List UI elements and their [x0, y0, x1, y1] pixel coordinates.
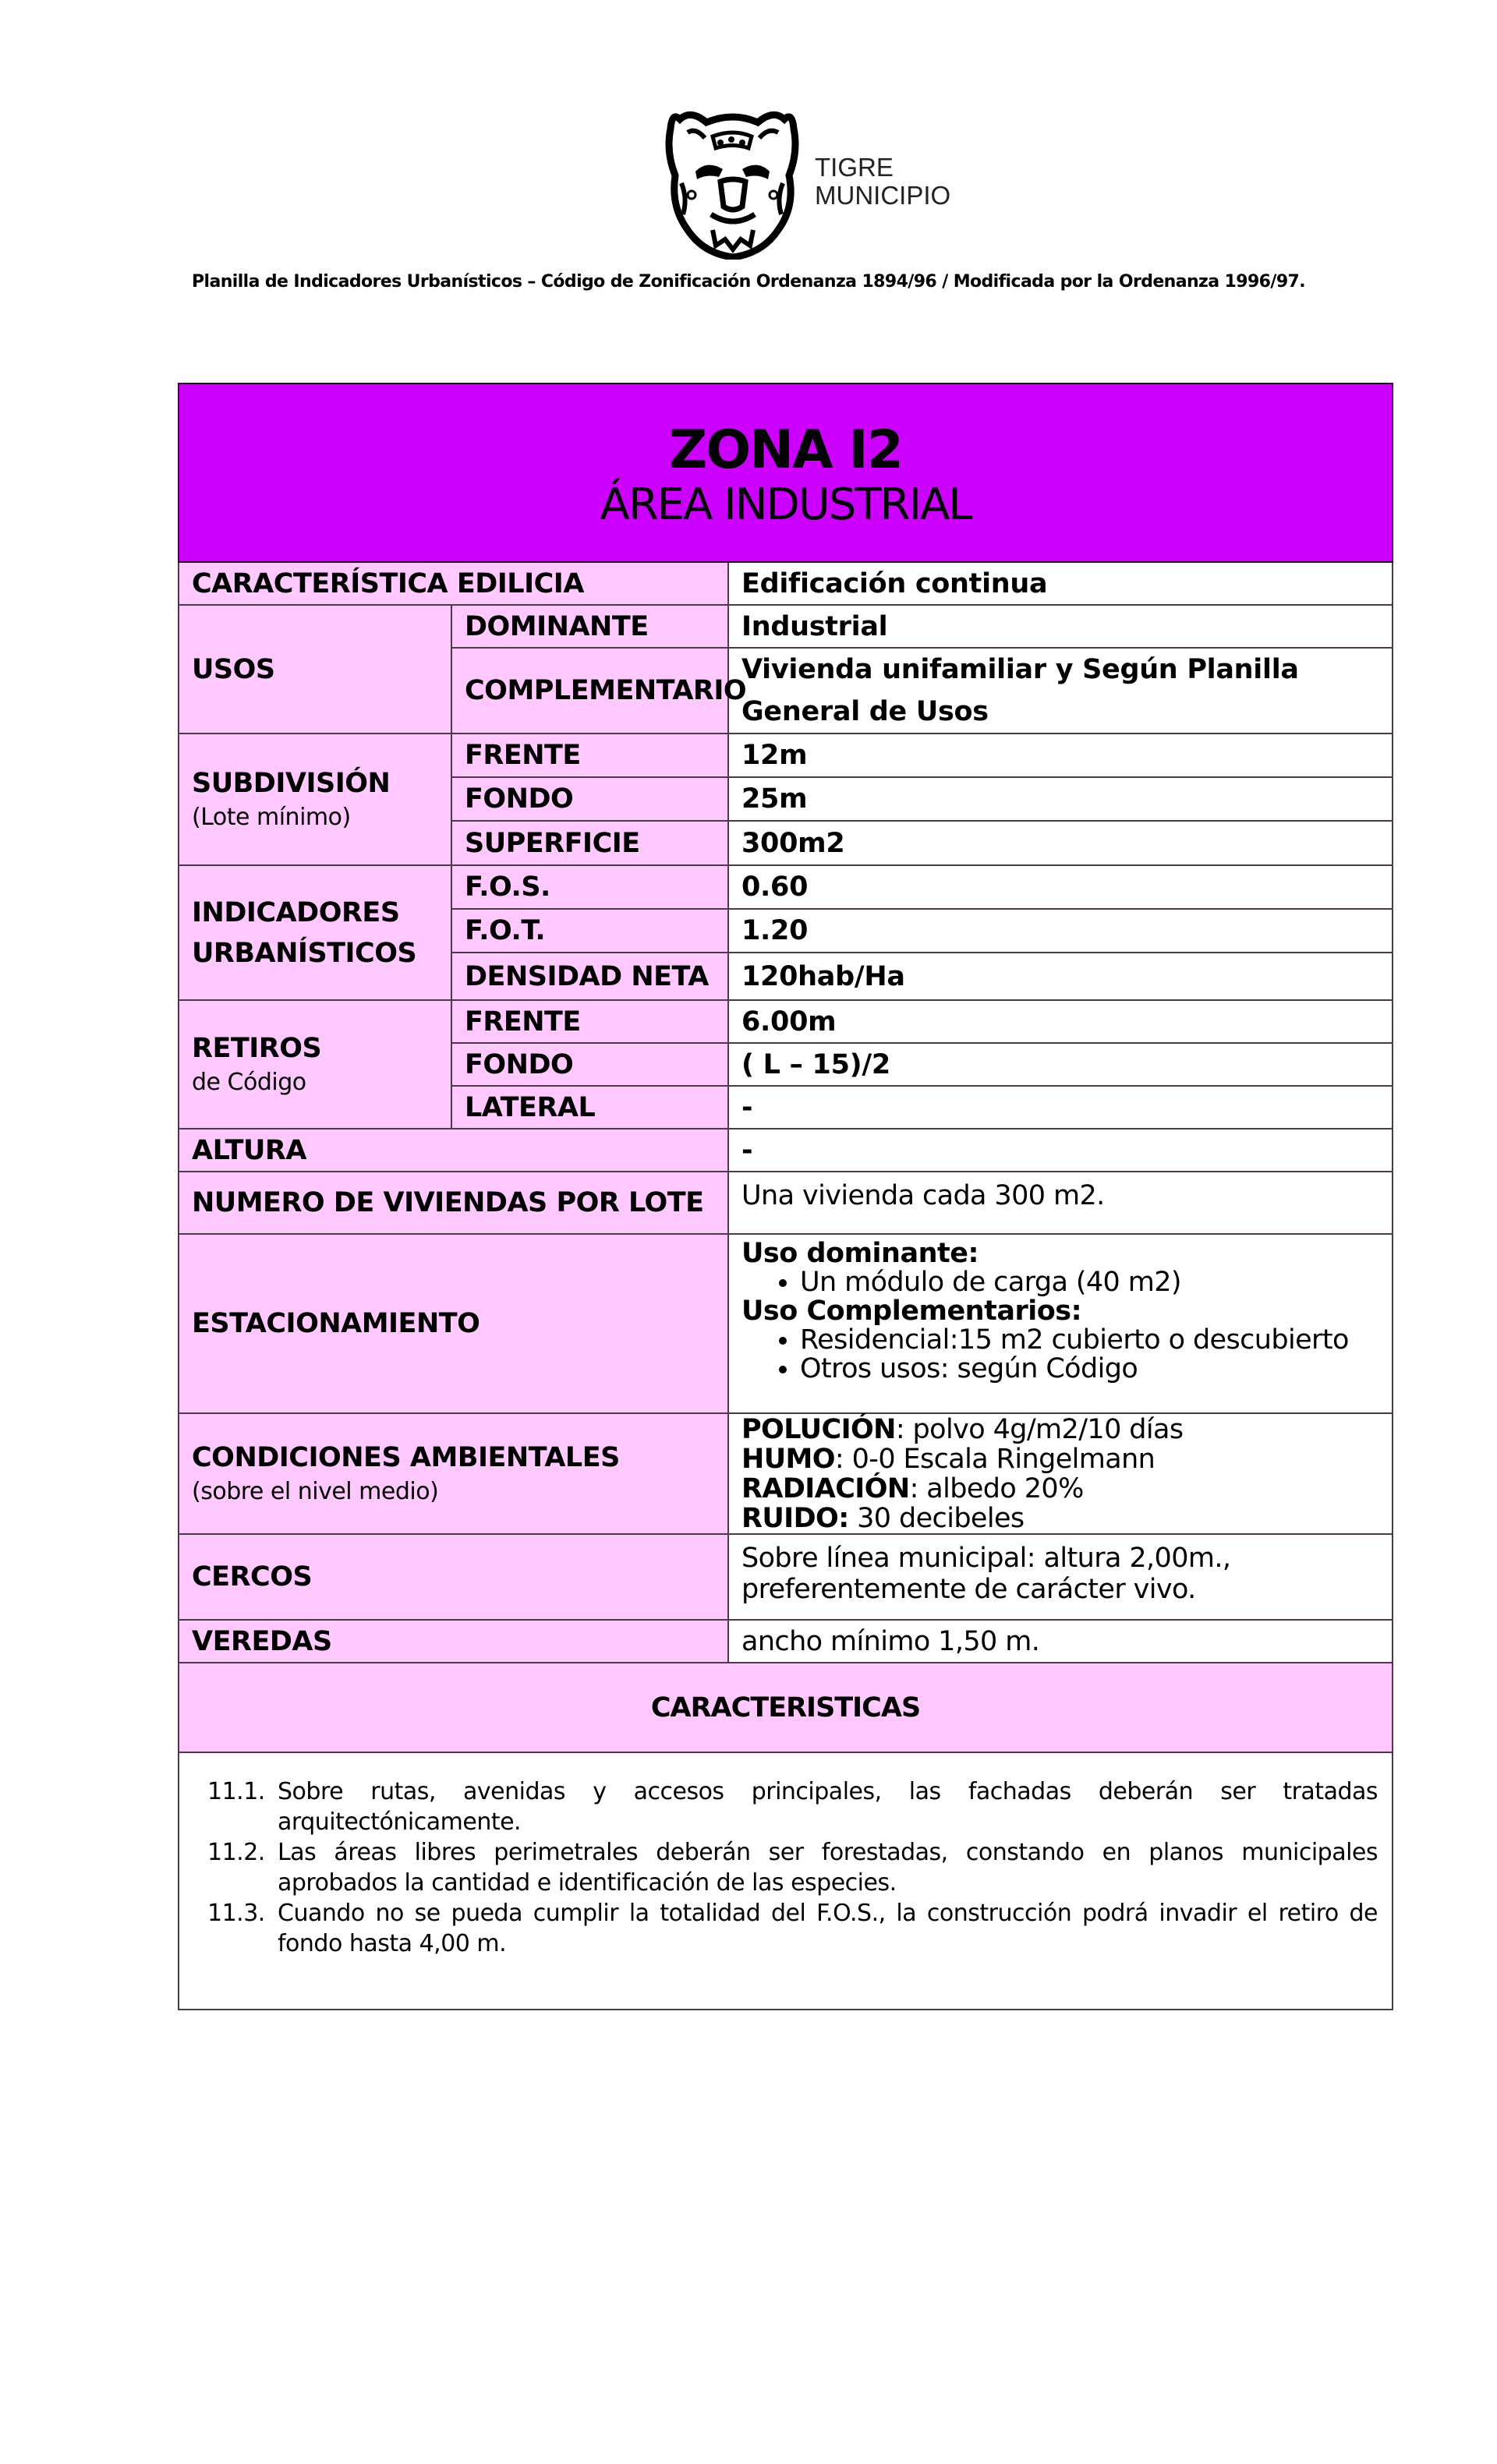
zone-subtitle: ÁREA INDUSTRIAL — [600, 479, 971, 530]
indicadores-label: INDICADORES URBANÍSTICOS — [179, 865, 451, 1000]
retiros-label — [179, 1000, 451, 1129]
fot-value: 1.20 — [728, 909, 1393, 953]
zone-title: ZONA I2 — [669, 419, 902, 481]
veredas-value: ancho mínimo 1,50 m. — [728, 1620, 1393, 1663]
logo-line-2: MUNICIPIO — [815, 181, 951, 210]
cercos-value: Sobre línea municipal: altura 2,00m., preferentemente de carácter vivo. — [728, 1534, 1393, 1620]
list-item: • Otros usos: según Código — [800, 1355, 1379, 1384]
cercos-label: CERCOS — [179, 1534, 728, 1620]
altura-label: ALTURA — [179, 1129, 728, 1172]
ambientales-label — [179, 1413, 728, 1534]
fos-value: 0.60 — [728, 865, 1393, 909]
zoning-table — [178, 383, 1393, 2010]
ambiental-item-ruido: RUIDO: 30 decibeles — [741, 1502, 1025, 1534]
estacionamiento-value — [728, 1234, 1393, 1413]
caracteristicas-title: CARACTERISTICAS — [179, 1663, 1393, 1752]
subdivision-note: (Lote mínimo) — [192, 804, 351, 831]
ambientales-value — [728, 1413, 1393, 1534]
subdivision-title: SUBDIVISIÓN — [192, 768, 391, 799]
subdivision-frente-value: 12m — [728, 734, 1393, 777]
list-item: 11.3. Cuando no se pueda cumplir la totalidad del F.O.S., la construcción podrá invadir el retiro de fondo hasta 4,00 m. — [207, 1900, 1378, 1957]
fos-label: F.O.S. — [451, 865, 728, 909]
caracteristica-value: Edificación continua — [728, 562, 1393, 605]
list-item: 11.1. Sobre rutas, avenidas y accesos principales, las fachadas deberán ser tratadas arquitectónicamente. — [207, 1778, 1378, 1836]
densidad-label: DENSIDAD NETA — [451, 953, 728, 1000]
viviendas-label: NUMERO DE VIVIENDAS POR LOTE — [179, 1172, 728, 1234]
viviendas-value: Una vivienda cada 300 m2. — [728, 1172, 1393, 1234]
ambiental-item-humo: HUMO: 0-0 Escala Ringelmann — [741, 1443, 1155, 1475]
usos-complementario-value: Vivienda unifamiliar y Según Planilla General de Usos — [728, 648, 1393, 734]
caracteristica-label: CARACTERÍSTICA EDILICIA — [179, 562, 728, 605]
fot-label: F.O.T. — [451, 909, 728, 953]
retiros-fondo-value: ( L – 15)/2 — [728, 1043, 1393, 1086]
list-item: 11.2. Las áreas libres perimetrales deberán ser forestadas, constando en planos municipales aprobados la cantidad e identificación de las especies. — [207, 1839, 1378, 1897]
retiros-lateral-label: LATERAL — [451, 1086, 728, 1129]
retiros-note: de Código — [192, 1069, 306, 1096]
caracteristicas-body — [179, 1752, 1393, 2010]
retiros-frente-label: FRENTE — [451, 1000, 728, 1043]
logo-line-1: TIGRE — [815, 153, 894, 182]
retiros-title: RETIROS — [192, 1033, 322, 1064]
municipality-logo — [664, 105, 976, 261]
ambientales-note: (sobre el nivel medio) — [192, 1478, 439, 1505]
municipality-name — [815, 154, 950, 210]
usos-label: USOS — [179, 605, 451, 734]
estacionamiento-label: ESTACIONAMIENTO — [179, 1234, 728, 1413]
retiros-fondo-label: FONDO — [451, 1043, 728, 1086]
ambiental-item-radiacion: RADIACIÓN: albedo 20% — [741, 1472, 1084, 1504]
subdivision-label — [179, 734, 451, 865]
tiger-head-icon — [664, 105, 801, 260]
list-item: • Un módulo de carga (40 m2) — [800, 1268, 1379, 1297]
caracteristicas-list — [207, 1776, 1378, 1959]
subdivision-superficie-label: SUPERFICIE — [451, 821, 728, 865]
zone-header — [179, 384, 1393, 562]
usos-dominante-label: DOMINANTE — [451, 605, 728, 648]
retiros-lateral-value: - — [728, 1086, 1393, 1129]
retiros-frente-value: 6.00m — [728, 1000, 1393, 1043]
altura-value: - — [728, 1129, 1393, 1172]
usos-complementario-label: COMPLEMENTARIO — [451, 648, 728, 734]
estacionamiento-dominante-list — [741, 1268, 1379, 1297]
estacionamiento-complementarios-list — [741, 1326, 1379, 1384]
subdivision-frente-label: FRENTE — [451, 734, 728, 777]
usos-dominante-value: Industrial — [728, 605, 1393, 648]
veredas-label: VEREDAS — [179, 1620, 728, 1663]
estacionamiento-dominante-heading: Uso dominante: — [741, 1238, 979, 1269]
estacionamiento-complementarios-heading: Uso Complementarios: — [741, 1296, 1082, 1327]
subdivision-fondo-label: FONDO — [451, 777, 728, 821]
subdivision-superficie-value: 300m2 — [728, 821, 1393, 865]
ambiental-item-polucion: POLUCIÓN: polvo 4g/m2/10 días — [741, 1413, 1184, 1445]
ambientales-title: CONDICIONES AMBIENTALES — [192, 1442, 620, 1473]
list-item: • Residencial:15 m2 cubierto o descubierto — [800, 1326, 1379, 1355]
subdivision-fondo-value: 25m — [728, 777, 1393, 821]
document-subtitle: Planilla de Indicadores Urbanísticos – Código de Zonificación Ordenanza 1894/96 / Modificada por la Ordenanza 1996/97. — [192, 272, 1305, 292]
densidad-value: 120hab/Ha — [728, 953, 1393, 1000]
